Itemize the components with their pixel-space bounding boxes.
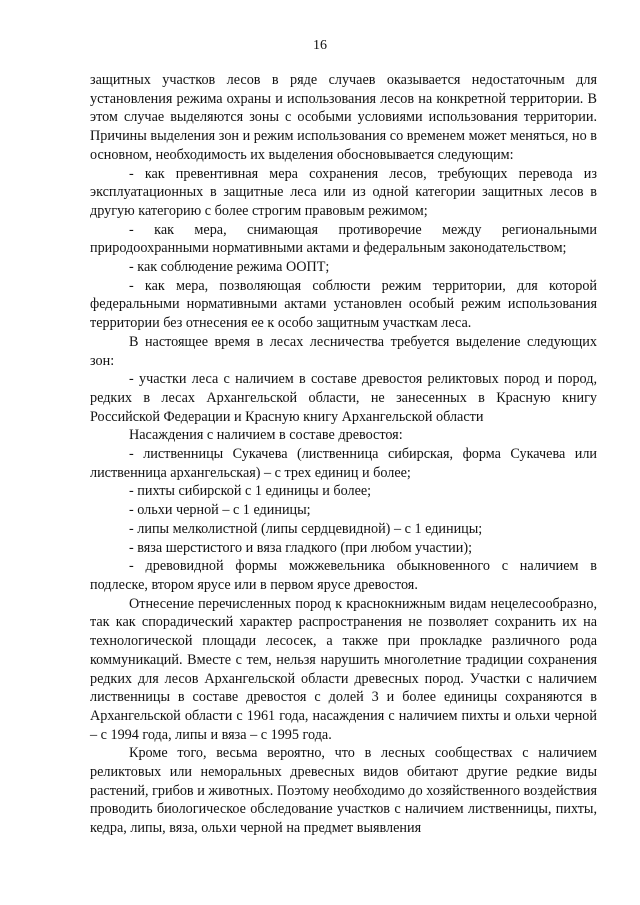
paragraph: Кроме того, весьма вероятно, что в лесных сообществах с наличием реликтовых или неморальных древесных видов обитают другие редкие виды растений, грибов и животных. Поэтому необходимо до хозяйственного воздействия проводить биологическое обследование участков с наличием лиственницы, пихты, кедра, липы, вяза, ольхи черной на предмет выявления (90, 745, 597, 837)
list-item: - как мера, снимающая противоречие между региональными природоохранными нормативными актами и федеральным законодательством; (90, 221, 597, 257)
list-item: - лиственницы Сукачева (лиственница сибирская, форма Сукачева или лиственница архангельская) – с трех единиц и более; (90, 446, 597, 481)
list-item: - участки леса с наличием в составе древостоя реликтовых пород и пород, редких в лесах Архангельской области, не занесенных в Красную книгу Российской Федерации и Красную книгу Архангельской области (90, 371, 597, 425)
list-item: - как мера, позволяющая соблюсти режим территории, для которой федеральными нормативными актами установлен особый режим использования территории без отнесения ее к особо защитным участкам леса. (90, 277, 597, 332)
list-item: - ольхи черной – с 1 единицы; (129, 502, 311, 519)
body-text (90, 71, 597, 838)
paragraph: Отнесение перечисленных пород к краснокнижным видам нецелесообразно, так как спорадический характер распространения не позволяет сохранить их на технологической площади лесосек, а также при прокладке различного рода коммуникаций. Вместе с тем, нельзя нарушить многолетние традиции сохранения редких для лесов Архангельской области древесных пород. Участки с наличием лиственницы в составе древостоя с долей 3 и более единицы сохраняются в Архангельской области с 1961 года, насаждения с наличием пихты и ольхи черной – с 1994 года, липы и вяза – с 1995 года. (90, 595, 597, 743)
list-item: - вяза шерстистого и вяза гладкого (при любом участии); (129, 539, 473, 556)
list-item: - как превентивная мера сохранения лесов, требующих перевода из эксплуатационных в защитные леса или из одной категории защитных лесов в другую категорию с более строгим правовым режимом; (90, 165, 597, 219)
list-item: - древовидной формы можжевельника обыкновенного с наличием в подлеске, втором ярусе или в первом ярусе древостоя. (90, 558, 597, 593)
paragraph-continuation: защитных участков лесов в ряде случаев оказывается недостаточным для установления режима охраны и использования лесов на конкретной территории. В этом случае выделяются зоны с особыми условиями использования территории. Причины выделения зон и режим использования со временем может меняться, но в основном, необходимость их выделения обосновывается следующим: (90, 72, 597, 163)
list-item: - как соблюдение режима ООПТ; (129, 259, 330, 276)
list-item: - пихты сибирской с 1 единицы и более; (129, 483, 372, 500)
list-item: - липы мелколистной (липы сердцевидной) – с 1 единицы; (129, 520, 483, 537)
page-number: 16 (313, 38, 327, 53)
paragraph: В настоящее время в лесах лесничества требуется выделение следующих зон: (90, 333, 597, 369)
paragraph: Насаждения с наличием в составе древостоя: (129, 427, 403, 444)
